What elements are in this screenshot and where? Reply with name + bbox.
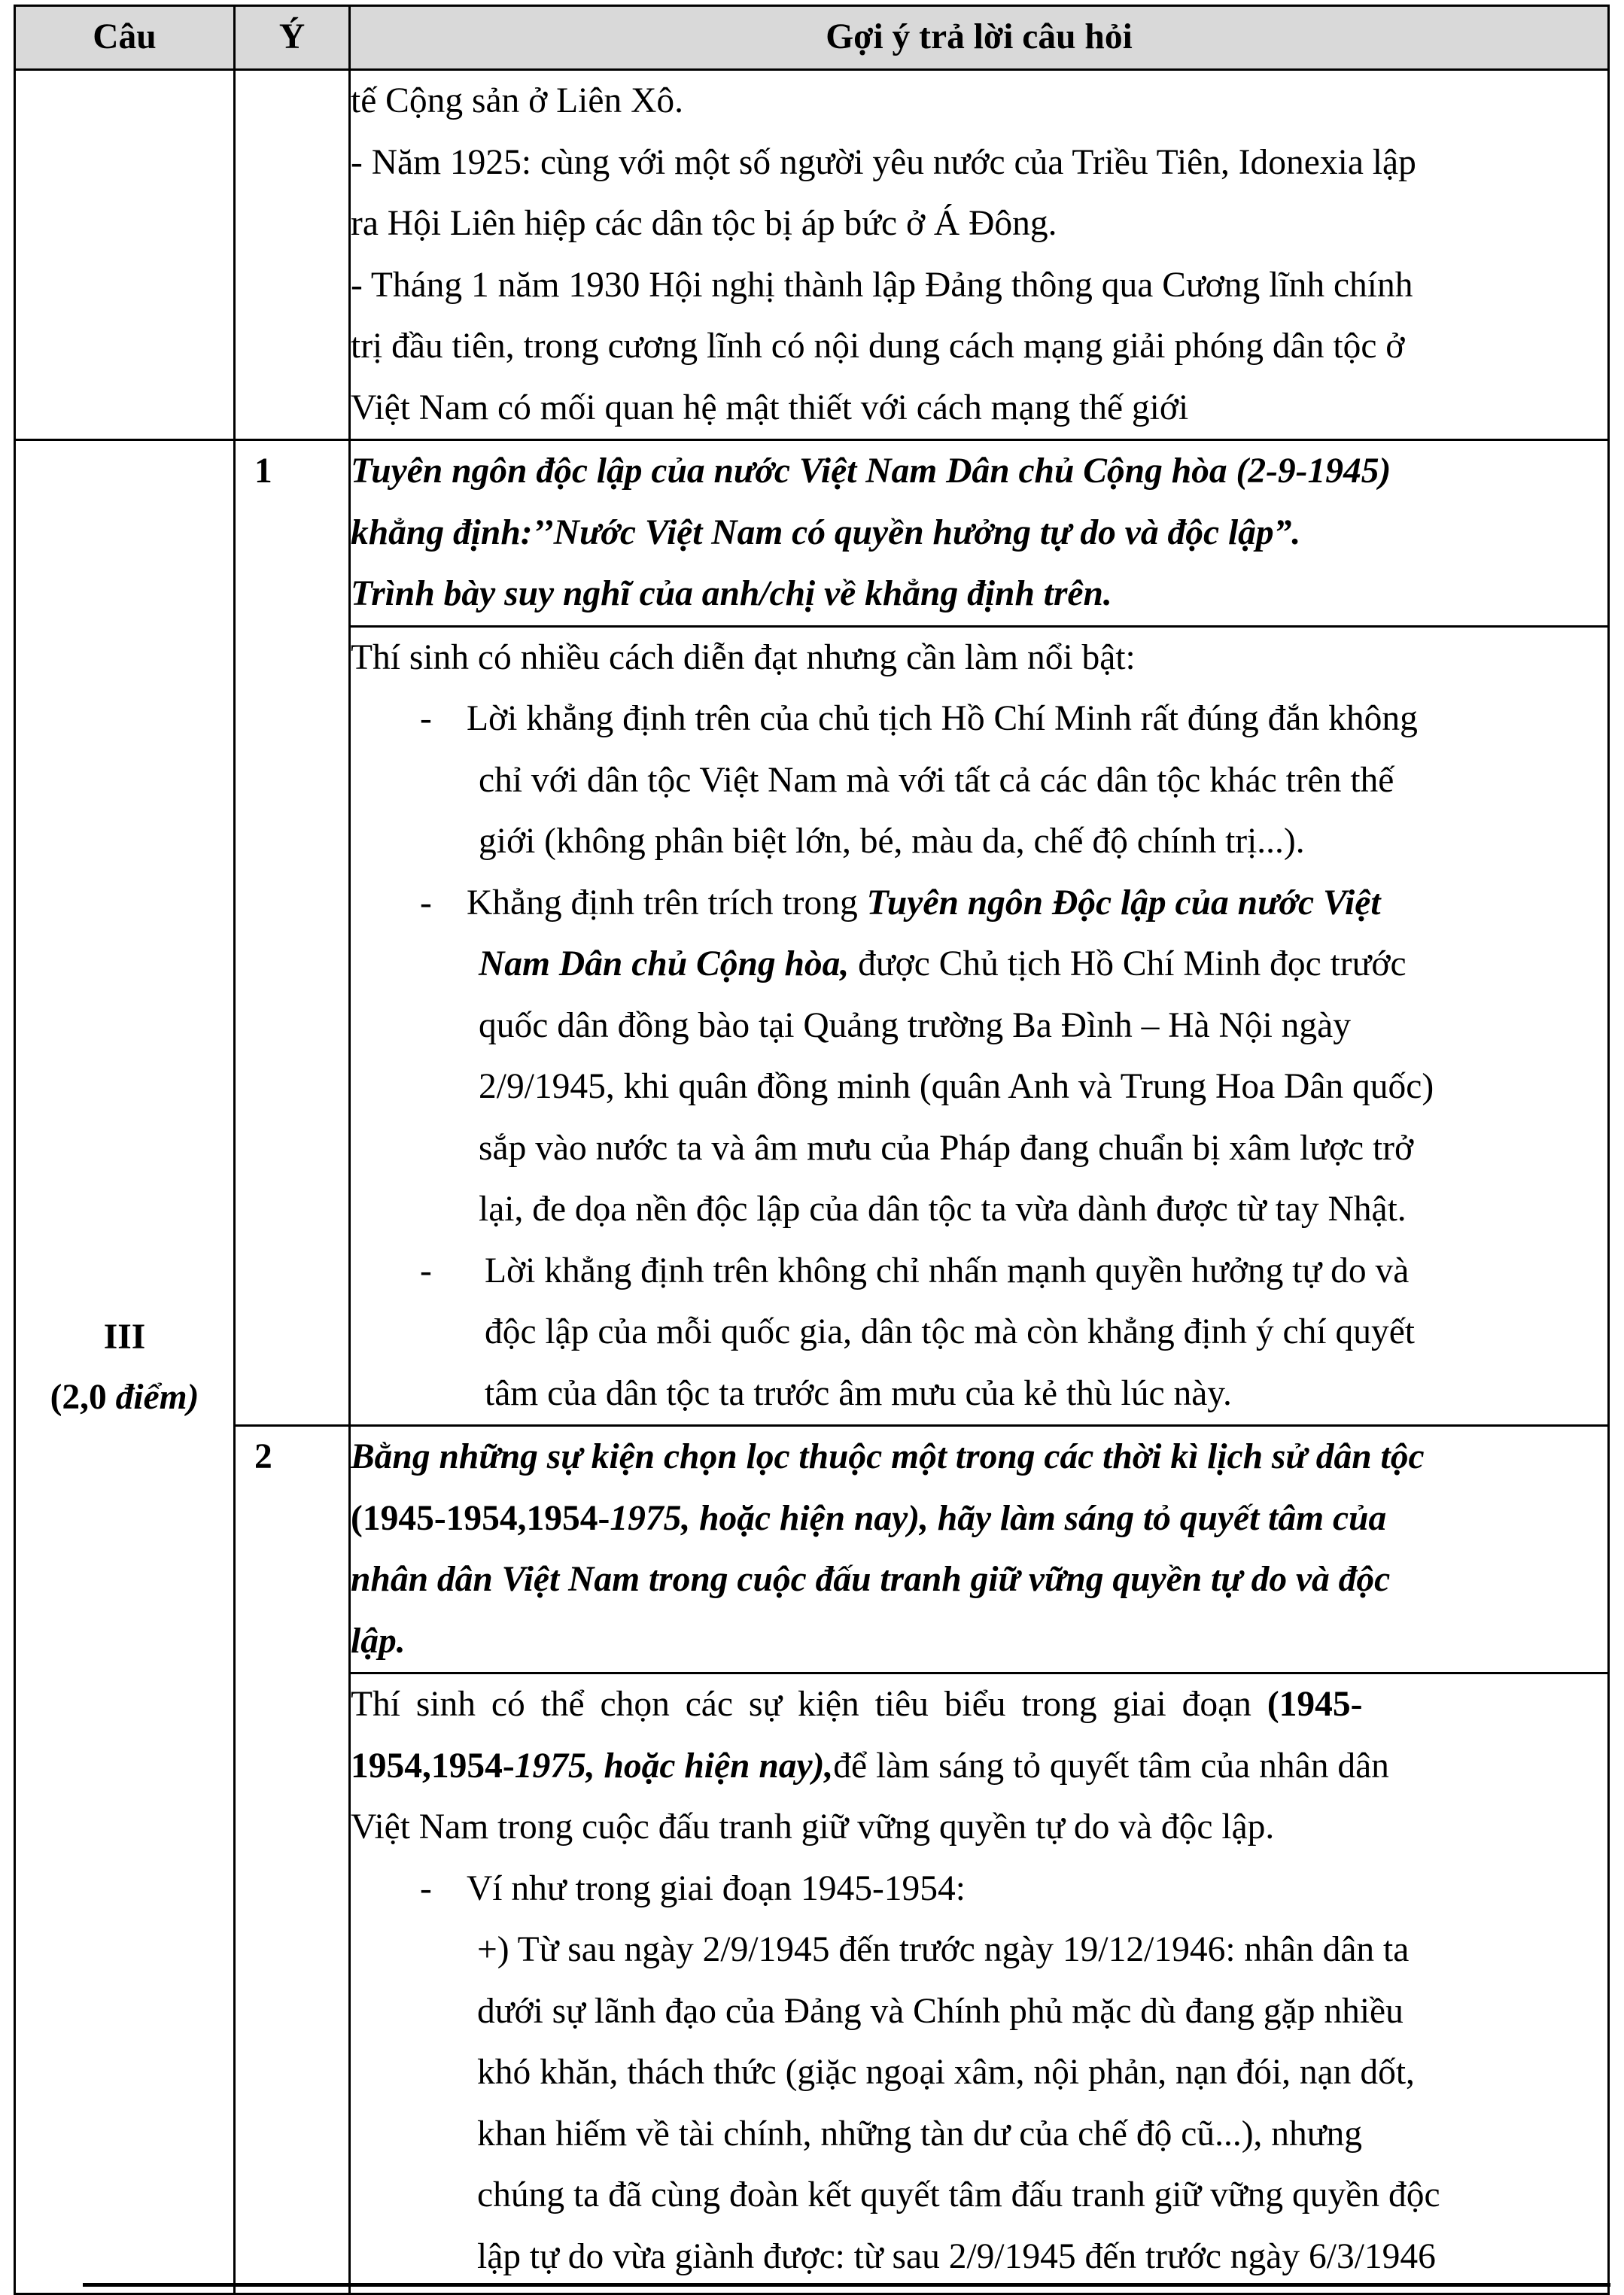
header-y: Ý (235, 6, 350, 70)
text-line: Thí sinh có thể chọn các sự kiện tiêu biểu trong giai đoạn (1945- (351, 1685, 1363, 1724)
question-line: nhân dân Việt Nam trong cuộc đấu tranh giữ vững quyền tự do và độc (351, 1560, 1391, 1599)
example-detail (351, 1920, 1607, 2287)
text-line: Ví như trong giai đoạn 1945-1954: (467, 1868, 966, 1908)
text-line: khan hiếm về tài chính, những tàn dư của chế độ cũ...), nhưng (477, 2114, 1363, 2154)
question-line: Bằng những sự kiện chọn lọc thuộc một trong các thời kì lịch sử dân tộc (351, 1437, 1425, 1476)
y2-answer (350, 1673, 1609, 2294)
cau-points: (2,0 điểm) (50, 1377, 199, 1417)
header-goi-y: Gợi ý trả lời câu hỏi (350, 6, 1609, 70)
cau-III-cell (15, 440, 235, 2294)
y2-question (350, 1426, 1609, 1673)
text-line: Việt Nam trong cuộc đấu tranh giữ vững quyền tự do và độc lập. (351, 1807, 1275, 1847)
page-bottom-rule (83, 2283, 1610, 2287)
text-line: Nam Dân chủ Cộng hòa, được Chủ tịch Hồ Chí Minh đọc trước (479, 944, 1407, 983)
y-cell-empty (235, 70, 350, 440)
y1-answer (350, 626, 1609, 1426)
text-line: ra Hội Liên hiệp các dân tộc bị áp bức ở Á Đông. (351, 204, 1057, 243)
text-line: +) Từ sau ngày 2/9/1945 đến trước ngày 19/12/1946: nhân dân ta (477, 1930, 1410, 1969)
text-line: - Năm 1925: cùng với một số người yêu nước của Triều Tiên, Idonexia lập (351, 142, 1416, 182)
text-line: Việt Nam có mối quan hệ mật thiết với cách mạng thế giới (351, 388, 1189, 427)
row-previous (15, 70, 1609, 440)
question-line: lập. (351, 1621, 406, 1661)
text-line: Lời khẳng định trên không chỉ nhấn mạnh quyền hưởng tự do và (485, 1251, 1410, 1290)
text-line: tâm của dân tộc ta trước âm mưu của kẻ thù lúc này. (485, 1373, 1232, 1413)
header-row (15, 6, 1609, 70)
dash-marker: - (420, 1251, 432, 1290)
example-point (351, 1859, 1607, 1920)
text-line: - Tháng 1 năm 1930 Hội nghị thành lập Đảng thông qua Cương lĩnh chính (351, 265, 1413, 305)
text-line: độc lập của mỗi quốc gia, dân tộc mà còn khẳng định ý chí quyết (485, 1312, 1415, 1351)
answer-point-1 (351, 688, 1607, 873)
text-line: 1954,1954-1975, hoặc hiện nay),để làm sáng tỏ quyết tâm của nhân dân (351, 1746, 1389, 1786)
question-line: Tuyên ngôn độc lập của nước Việt Nam Dân chủ Cộng hòa (2-9-1945) (351, 451, 1391, 491)
text-line: lập tự do vừa giành được: từ sau 2/9/1945 đến trước ngày 6/3/1946 (477, 2236, 1436, 2276)
text-line: giới (không phân biệt lớn, bé, màu da, chế độ chính trị...). (479, 822, 1305, 861)
text-line: lại, đe dọa nền độc lập của dân tộc ta vừa dành được từ tay Nhật. (479, 1190, 1407, 1229)
text-line: tế Cộng sản ở Liên Xô. (351, 81, 683, 120)
question-line: Trình bày suy nghĩ của anh/chị về khẳng định trên. (351, 574, 1112, 613)
text-line: 2/9/1945, khi quân đồng minh (quân Anh và Trung Hoa Dân quốc) (479, 1067, 1434, 1106)
dash-marker: - (420, 1868, 432, 1908)
text-line: chỉ với dân tộc Việt Nam mà với tất cả các dân tộc khác trên thế (479, 760, 1394, 800)
answer-intro: Thí sinh có nhiều cách diễn đạt nhưng cần làm nổi bật: (351, 637, 1136, 677)
cau-cell-empty (15, 70, 235, 440)
y1-label: 1 (235, 440, 350, 1426)
dash-marker: - (420, 883, 432, 923)
question-line: khẳng định:’’Nước Việt Nam có quyền hưởng tự do và độc lập”. (351, 512, 1301, 552)
text-line: sắp vào nước ta và âm mưu của Pháp đang chuẩn bị xâm lược trở (479, 1128, 1414, 1168)
y1-question (350, 440, 1609, 627)
row-y1-question (15, 440, 1609, 627)
header-cau: Câu (15, 6, 235, 70)
dash-marker: - (420, 699, 432, 738)
previous-answer-cell (350, 70, 1609, 440)
row-y2-question (15, 1426, 1609, 1673)
answer-point-2 (351, 873, 1607, 1241)
cau-label: III (103, 1317, 146, 1357)
text-line: Khẳng định trên trích trong Tuyên ngôn Độc lập của nước Việt (467, 883, 1381, 923)
text-line: dưới sự lãnh đạo của Đảng và Chính phủ mặc dù đang gặp nhiều (477, 1991, 1404, 2031)
y2-label: 2 (235, 1426, 350, 2294)
answer-table (14, 5, 1610, 2295)
text-line: Lời khẳng định trên của chủ tịch Hồ Chí Minh rất đúng đắn không (467, 699, 1418, 738)
text-line: quốc dân đồng bào tại Quảng trường Ba Đình – Hà Nội ngày (479, 1005, 1351, 1045)
text-line: chúng ta đã cùng đoàn kết quyết tâm đấu tranh giữ vững quyền độc (477, 2175, 1440, 2214)
text-line: trị đầu tiên, trong cương lĩnh có nội dung cách mạng giải phóng dân tộc ở (351, 327, 1405, 366)
text-line: khó khăn, thách thức (giặc ngoại xâm, nội phản, nạn đói, nạn dốt, (477, 2053, 1415, 2092)
answer-point-3 (351, 1241, 1607, 1425)
question-line: (1945-1954,1954-1975, hoặc hiện nay), hãy làm sáng tỏ quyết tâm của (351, 1498, 1387, 1538)
